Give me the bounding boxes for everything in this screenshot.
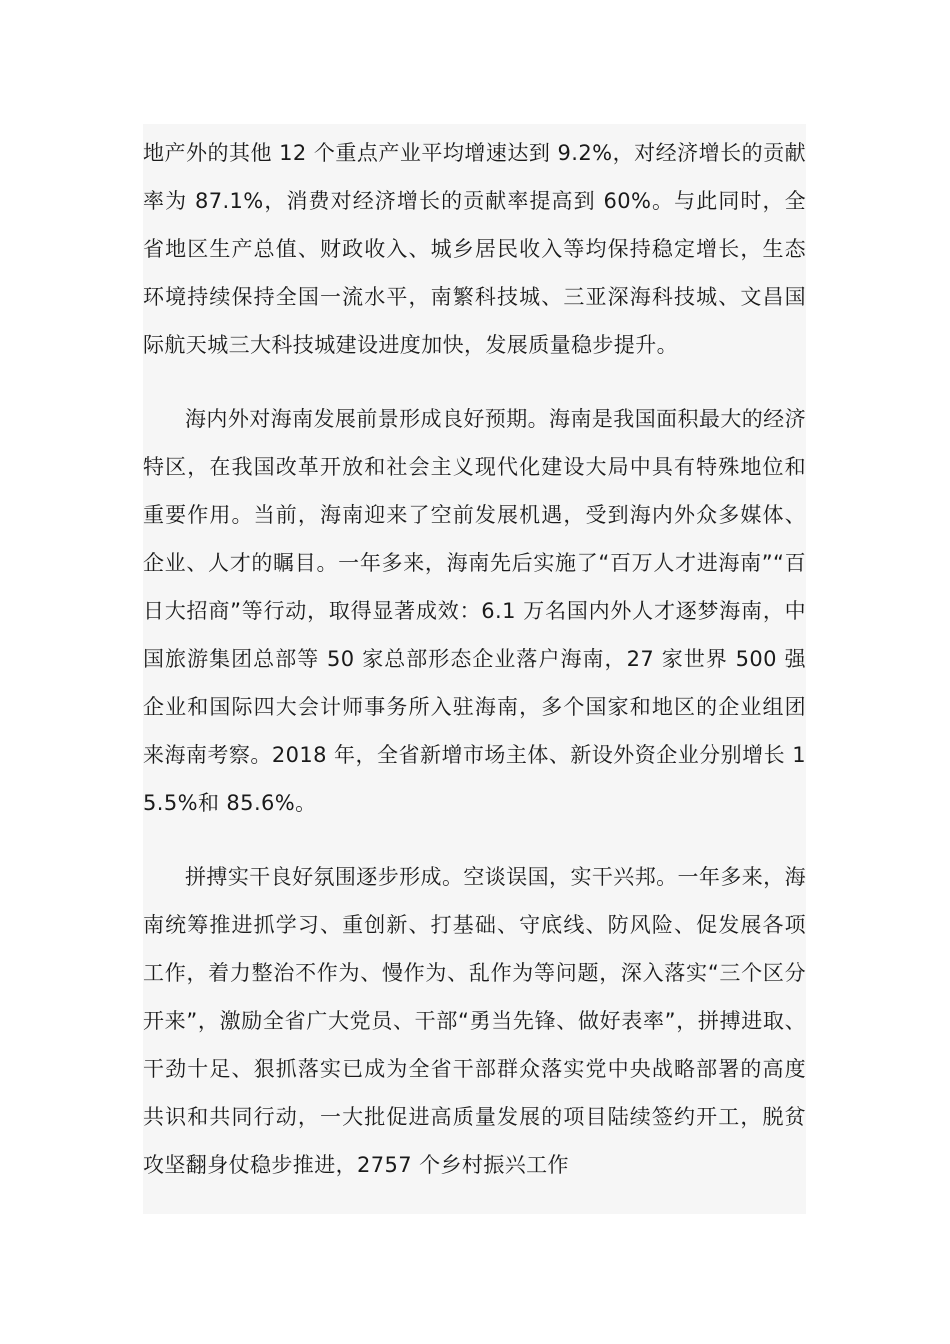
paragraph-gap [143, 827, 806, 853]
paragraph-development-outlook: 海内外对海南发展前景形成良好预期。海南是我国面积最大的经济特区，在我国改革开放和社会主义现代化建设大局中具有特殊地位和重要作用。当前，海南迎来了空前发展机遇，受到海内外众多媒体、企业、人才的瞩目。一年多来，海南先后实施了“百万人才进海南”“百日大招商”等行动，取得显著成效：6.1 万名国内外人才逐梦海南，中国旅游集团总部等 50 家总部形态企业落户海南，27 家世界 500 强企业和国际四大会计师事务所入驻海南，多个国家和地区的企业组团来海南考察。2018 年，全省新增市场主体、新设外资企业分别增长 15.5%和 85.6%。 [143, 407, 806, 815]
paragraph-hard-work-atmosphere: 拼搏实干良好氛围逐步形成。空谈误国，实干兴邦。一年多来，海南统筹推进抓学习、重创新、打基础、守底线、防风险、促发展各项工作，着力整治不作为、慢作为、乱作为等问题，深入落实“三个区分开来”，激励全省广大党员、干部“勇当先锋、做好表率”，拼搏进取、干劲十足、狠抓落实已成为全省干部群众落实党中央战略部署的高度共识和共同行动，一大批促进高质量发展的项目陆续签约开工，脱贫攻坚翻身仗稳步推进，2757 个乡村振兴工作 [143, 865, 806, 1177]
paragraph-economic-growth: 地产外的其他 12 个重点产业平均增速达到 9.2%，对经济增长的贡献率为 87.1%，消费对经济增长的贡献率提高到 60%。与此同时，全省地区生产总值、财政收入、城乡居民收入等均保持稳定增长，生态环境持续保持全国一流水平，南繁科技城、三亚深海科技城、文昌国际航天城三大科技城建设进度加快，发展质量稳步提升。 [143, 141, 806, 357]
paragraph-gap [143, 369, 806, 395]
document-text-area [143, 124, 806, 1214]
